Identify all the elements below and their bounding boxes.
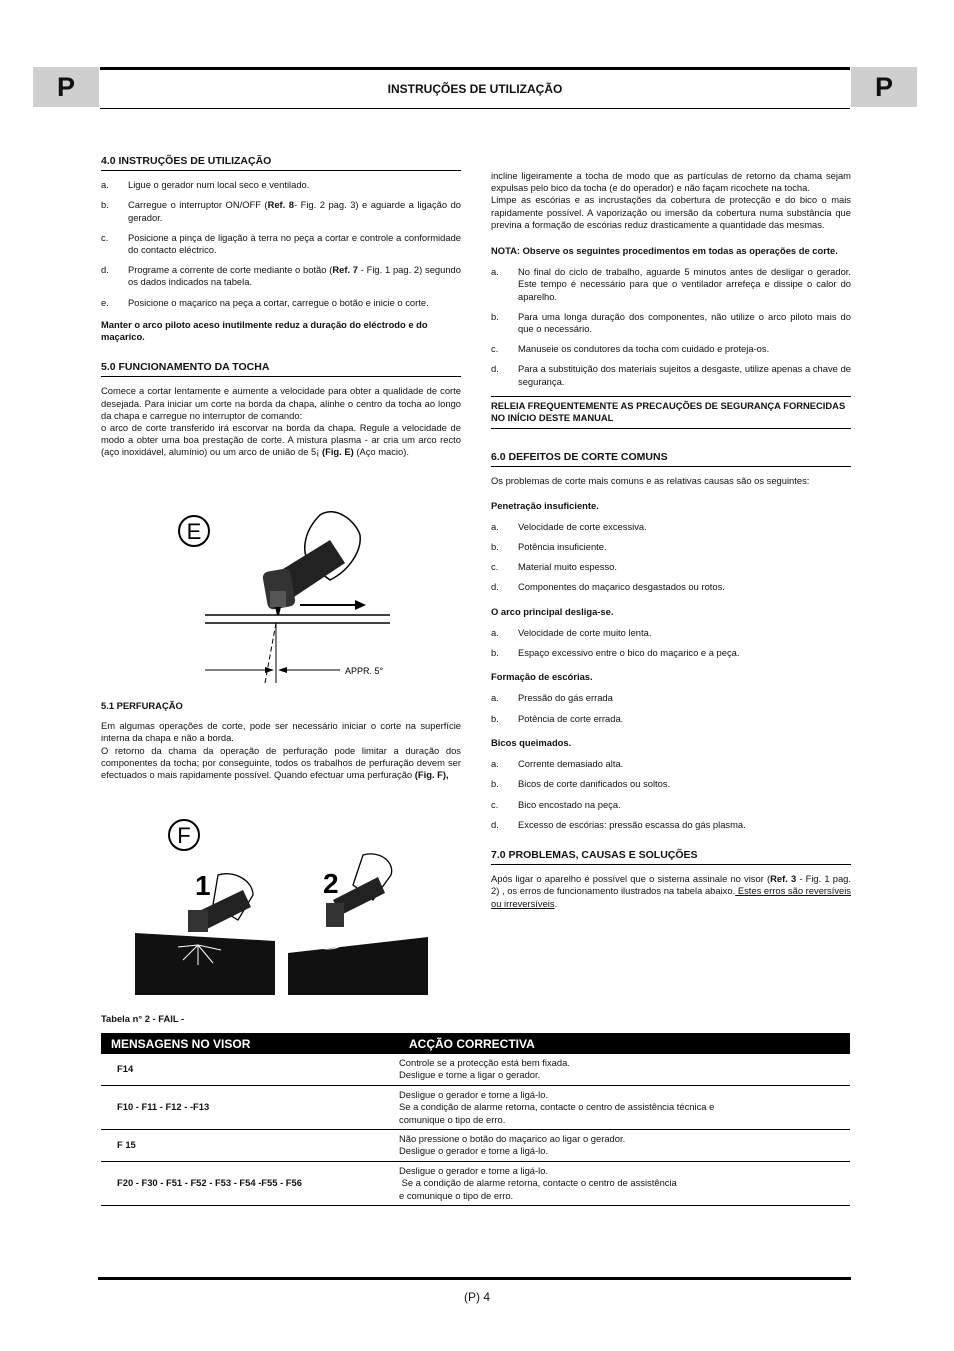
- list-item-text: Para a substituição dos materiais sujeitos a desgaste, utilize apenas a chave de segurança.: [518, 363, 851, 387]
- list-item: [491, 799, 851, 811]
- list-item-ref: Ref. 7: [332, 264, 359, 276]
- section-5-title: 5.0 FUNCIONAMENTO DA TOCHA: [101, 361, 461, 377]
- list-item: [101, 232, 461, 256]
- list-item: [491, 266, 851, 303]
- right-p2: Limpe as escórias e as incrustações da cobertura de protecção e do bico o mais rapidamente possível. A vaporização ou imersão da cobertura numa substância que previna a formação de escórias reduz drasticamente a quantidade das mesmas.: [491, 194, 851, 230]
- error-code: F14: [101, 1054, 399, 1085]
- list-item: [491, 561, 851, 573]
- list-item: [101, 199, 461, 223]
- corrective-action: [399, 1130, 850, 1162]
- section-6-intro: Os problemas de corte mais comuns e as relativas causas são os seguintes:: [491, 475, 810, 487]
- list-item: [491, 311, 851, 335]
- list-item-text: Potência de corte errada.: [518, 712, 624, 724]
- error-code: F 15: [101, 1130, 399, 1162]
- list-item: [491, 627, 851, 639]
- page-header-title: INSTRUÇÕES DE UTILIZAÇÃO: [100, 67, 850, 109]
- list-item: [491, 713, 851, 725]
- corrective-action-line: Controle se a protecção está bem fixada.: [399, 1057, 570, 1068]
- list-item-letter: d.: [491, 581, 499, 593]
- section-5-p1: Comece a cortar lentamente e aumente a velocidade para obter a qualidade de corte desejada. Para iniciar um corte na borda da chapa, alinhe o centro da tocha ao longo da chapa e carregue no interruptor de comando:: [101, 385, 461, 421]
- table-row: [101, 1054, 850, 1085]
- corrective-action-line: Desligue o gerador e torne a ligá-lo.: [399, 1088, 549, 1100]
- list-item-letter: a.: [491, 266, 499, 278]
- list-item-ref: Ref. 8: [267, 199, 294, 211]
- list-item-text-post: - Fig. 2 pag. 3) e aguarde a ligação do gerador.: [128, 199, 462, 223]
- table-header-action: ACÇÃO CORRECTIVA: [399, 1033, 850, 1054]
- list-item-letter: a.: [491, 520, 499, 532]
- list-item-letter: c.: [491, 343, 499, 355]
- table-header-messages: MENSAGENS NO VISOR: [101, 1033, 399, 1054]
- note-list: [491, 266, 851, 388]
- list-item-text-post: - Fig. 1 pag. 2) segundo os dados indicados na tabela.: [128, 264, 461, 288]
- list-item-letter: c.: [491, 798, 499, 810]
- list-item-letter: a.: [491, 626, 499, 638]
- list-item: [491, 647, 851, 659]
- figure-e-torch-angle: [170, 495, 390, 685]
- defect-group-title: O arco principal desliga-se.: [491, 605, 614, 617]
- list-item: [101, 179, 461, 191]
- list-item: [491, 819, 851, 831]
- list-item-text: Bicos de corte danificados ou soltos.: [518, 778, 671, 790]
- section-4-title: 4.0 INSTRUÇÕES DE UTILIZAÇÃO: [101, 155, 461, 171]
- list-item-text: Pressão do gás errada: [518, 692, 613, 704]
- corrective-action: [399, 1085, 850, 1129]
- left-column: [101, 155, 461, 467]
- defect-group-title: Bicos queimados.: [491, 736, 572, 748]
- page-number: (P) 4: [463, 1290, 490, 1304]
- footer-rule: [98, 1277, 851, 1280]
- section-4-warning: Manter o arco piloto aceso inutilmente reduz a duração do eléctrodo e do maçarico.: [101, 318, 428, 343]
- section-6-title: 6.0 DEFEITOS DE CORTE COMUNS: [491, 451, 851, 467]
- list-item-letter: b.: [491, 647, 499, 659]
- list-item: [491, 778, 851, 790]
- list-item-letter: a.: [101, 179, 109, 191]
- list-item-text-pre: Programe a corrente de corte mediante o botão (: [128, 264, 333, 276]
- list-item-text: Posicione a pinça de ligação à terra no peça a cortar e controle a conformidade do contacto eléctrico.: [128, 231, 461, 256]
- list-item-letter: a.: [491, 758, 499, 770]
- corrective-action: [399, 1161, 850, 1205]
- list-item-text: Bico encostado na peça.: [518, 798, 621, 810]
- list-item-text: No final do ciclo de trabalho, aguarde 5 minutos antes de desligar o gerador. Este tempo é necessário para que o ventilador arrefeça e dissipe o calor do aparelho.: [518, 266, 851, 302]
- list-item: [491, 343, 851, 355]
- corrective-action-line: Se a condição de alarme retorna, contacte o centro de assistência: [399, 1177, 677, 1189]
- section-5-p2: o arco de corte transferido irá escorvar na borda da chapa. Regule a velocidade de modo a obter uma boa prestação de corte. A mistura plasma - ar cria um arco recto (aço inoxidável, alumínio) ou um arco de união de 5¡ (Fig. E) (Aço macio).: [101, 422, 461, 458]
- list-item-letter: d.: [101, 264, 109, 276]
- list-item-text: Excesso de escórias: pressão escassa do gás plasma.: [518, 818, 746, 830]
- list-item-letter: e.: [101, 296, 109, 308]
- figure-f-step-2: 2: [323, 868, 339, 899]
- list-item: [491, 363, 851, 387]
- list-item-text: Velocidade de corte muito lenta.: [518, 626, 652, 638]
- right-column: [491, 170, 851, 918]
- list-item-text: [128, 199, 461, 223]
- section-5-1-p1: Em algumas operações de corte, pode ser necessário iniciar o corte na superfície interna da chapa e não a borda.: [101, 720, 461, 744]
- list-item-letter: d.: [491, 363, 499, 375]
- right-p1: incline ligeiramente a tocha de modo que as partículas de retorno da chama sejam expulsas pelo bico da tocha (e do operador) e não façam ricochete na tocha.: [491, 170, 851, 194]
- list-item-letter: d.: [491, 818, 499, 830]
- section-6-defects: [491, 500, 851, 831]
- list-item-text: Ligue o gerador num local seco e ventilado.: [128, 179, 310, 191]
- fail-table-body: [101, 1054, 850, 1206]
- fail-table: [101, 1033, 850, 1206]
- corrective-action-line: Desligue o gerador e torne a ligá-lo.: [399, 1145, 549, 1157]
- list-item-text: Velocidade de corte excessiva.: [518, 520, 647, 532]
- section-5-1-title: 5.1 PERFURAÇÃO: [101, 700, 183, 711]
- corrective-action-line: Desligue e torne a ligar o gerador.: [399, 1069, 541, 1081]
- list-item-text: Para uma longa duração dos componentes, não utilize o arco piloto mais do que o necessário.: [518, 310, 851, 335]
- list-item-text: Material muito espesso.: [518, 561, 618, 573]
- list-item-text: Posicione o maçarico na peça a cortar, carregue o botão e inicie o corte.: [128, 296, 429, 308]
- page-letter-right: P: [851, 67, 917, 107]
- list-item-letter: b.: [491, 310, 499, 322]
- corrective-action-line: Não pressione o botão do maçarico ao ligar o gerador.: [399, 1133, 626, 1145]
- table-row: [101, 1130, 850, 1162]
- note-title: NOTA: Observe os seguintes procedimentos em todas as operações de corte.: [491, 245, 838, 257]
- figure-e-label: E: [186, 519, 202, 544]
- list-item-letter: b.: [101, 199, 109, 211]
- section-7-p: Após ligar o aparelho é possível que o sistema assinale no visor (Ref. 3 - Fig. 1 pag. 2) , os erros de funcionamento ilustrados na tabela abaixo. Estes erros são reversíveis ou irreversíveis.: [491, 873, 852, 909]
- list-item: [491, 521, 851, 533]
- list-item-letter: c.: [101, 231, 109, 243]
- safety-reminder: RELEIA FREQUENTEMENTE AS PRECAUÇÕES DE SEGURANÇA FORNECIDAS NO INÍCIO DESTE MANUAL: [491, 396, 851, 429]
- list-item-text: Componentes do maçarico desgastados ou rotos.: [518, 581, 725, 593]
- list-item-letter: a.: [491, 692, 499, 704]
- section-5-1: [101, 700, 461, 789]
- corrective-action: [399, 1054, 850, 1085]
- list-item-letter: c.: [491, 561, 499, 573]
- table-caption: Tabela n° 2 - FAIL -: [101, 1013, 185, 1024]
- section-5-1-p2: O retorno da chama da operação de perfuração pode limitar a duração dos componentes da tocha; por conseguinte, todos os trabalhos de perfuração devem ser efectuados o mais rapidamente possível. Quando efectuar uma perfuração (Fig. F),: [101, 744, 461, 781]
- defect-group-title: Penetração insuficiente.: [491, 499, 599, 511]
- list-item-text: [128, 264, 461, 288]
- list-item: [101, 297, 461, 309]
- corrective-action-line: e comunique o tipo de erro.: [399, 1189, 514, 1201]
- list-item-text: Espaço excessivo entre o bico do maçarico e a peça.: [518, 647, 740, 659]
- corrective-action-line: Se a condição de alarme retorna, contacte o centro de assistência técnica e: [399, 1101, 715, 1113]
- list-item-letter: b.: [491, 778, 499, 790]
- list-item-letter: b.: [491, 541, 499, 553]
- list-item: [101, 264, 461, 288]
- list-item: [491, 758, 851, 770]
- section-7-title: 7.0 PROBLEMAS, CAUSAS E SOLUÇÕES: [491, 849, 851, 865]
- figure-f-label: F: [177, 823, 191, 848]
- corrective-action-line: comunique o tipo de erro.: [399, 1113, 506, 1125]
- figure-f-step-1: 1: [195, 870, 211, 901]
- table-row: [101, 1085, 850, 1129]
- error-code: F10 - F11 - F12 - -F13: [101, 1085, 399, 1129]
- list-item-text-pre: Carregue o interruptor ON/OFF (: [128, 199, 268, 211]
- list-item: [491, 581, 851, 593]
- list-item: [491, 692, 851, 704]
- table-row: [101, 1161, 850, 1205]
- list-item-text: Potência insuficiente.: [518, 541, 607, 553]
- section-4-list: [101, 179, 461, 309]
- error-code: F20 - F30 - F51 - F52 - F53 - F54 -F55 - F56: [101, 1161, 399, 1205]
- figure-e-angle-label: APPR. 5°: [345, 666, 384, 676]
- list-item-letter: b.: [491, 712, 499, 724]
- list-item: [491, 541, 851, 553]
- page-letter-left: P: [33, 67, 99, 107]
- defect-group-title: Formação de escórias.: [491, 671, 593, 683]
- figure-f-piercing: [133, 815, 433, 997]
- list-item-text: Manuseie os condutores da tocha com cuidado e proteja-os.: [518, 343, 770, 355]
- corrective-action-line: Desligue o gerador e torne a ligá-lo.: [399, 1164, 549, 1176]
- list-item-text: Corrente demasiado alta.: [518, 758, 624, 770]
